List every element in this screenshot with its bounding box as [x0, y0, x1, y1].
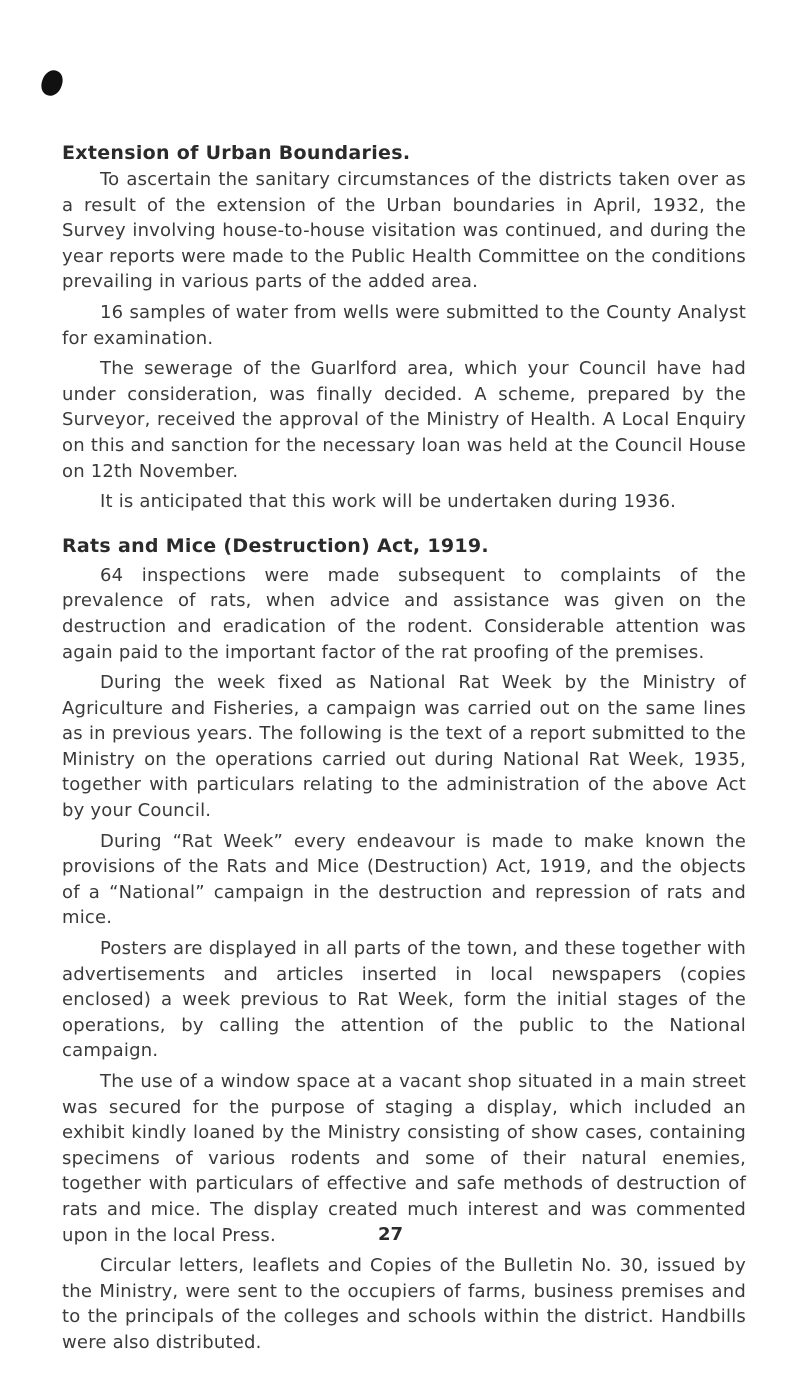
- paragraph: During the week fixed as National Rat Week by the Ministry of Agriculture and Fisheries, a campaign was carried out on the same lines as in previous years. The following is the text of a report submitted to the Ministry on the operations carried out during National Rat Week, 1935, together with particulars relating to the administration of the above Act by your Council.: [62, 672, 746, 822]
- heading-extension-urban-boundaries: Extension of Urban Boundaries.: [62, 142, 411, 164]
- heading-rats-and-mice-act: Rats and Mice (Destruction) Act, 1919.: [62, 534, 489, 557]
- paragraph: To ascertain the sanitary circumstances of the districts taken over as a result of the extension of the Urban boundaries in April, 1932, the Survey involving house-to-house visitation was continued, and during the year reports were made to the Public Health Committee on the conditions prevailing in various parts of the added area.: [62, 169, 746, 293]
- paragraph: During “Rat Week” every endeavour is made to make known the provisions of the Rats and Mice (Destruction) Act, 1919, and the objects of a “National” campaign in the destruction and repression of rats and mice.: [62, 830, 746, 929]
- document-body: [62, 142, 746, 1361]
- paragraph: The sewerage of the Guarlford area, which your Council have had under consideration, was finally decided. A scheme, prepared by the Surveyor, received the approval of the Ministry of Health. A Local Enquiry on this and sanction for the necessary loan was held at the Council House on 12th November.: [62, 358, 746, 482]
- paragraph: 64 inspections were made subsequent to complaints of the prevalence of rats, when advice and assistance was given on the destruction and eradication of the rodent. Considerable attention was again paid to the important factor of the rat proofing of the premises.: [62, 564, 746, 663]
- paragraph: 16 samples of water from wells were submitted to the County Analyst for examination.: [62, 301, 746, 349]
- punch-hole-mark: [38, 68, 65, 99]
- paragraph: Posters are displayed in all parts of the town, and these together with advertisements and articles inserted in local newspapers (copies enclosed) a week previous to Rat Week, form the initial stages of the operations, by calling the attention of the public to the National campaign.: [62, 938, 746, 1062]
- page-number: 27: [378, 1224, 404, 1245]
- paragraph: Circular letters, leaflets and Copies of the Bulletin No. 30, issued by the Ministry, were sent to the occupiers of farms, business premises and to the principals of the colleges and schools within the district. Handbills were also distributed.: [62, 1255, 746, 1353]
- paragraph: The use of a window space at a vacant shop situated in a main street was secured for the purpose of staging a display, which included an exhibit kindly loaned by the Ministry consisting of show cases, containing specimens of various rodents and some of their natural enemies, together with particulars of effective and safe methods of destruction of rats and mice. The display created much interest and was commented upon in the local Press.: [62, 1071, 746, 1246]
- paragraph: It is anticipated that this work will be undertaken during 1936.: [100, 491, 677, 513]
